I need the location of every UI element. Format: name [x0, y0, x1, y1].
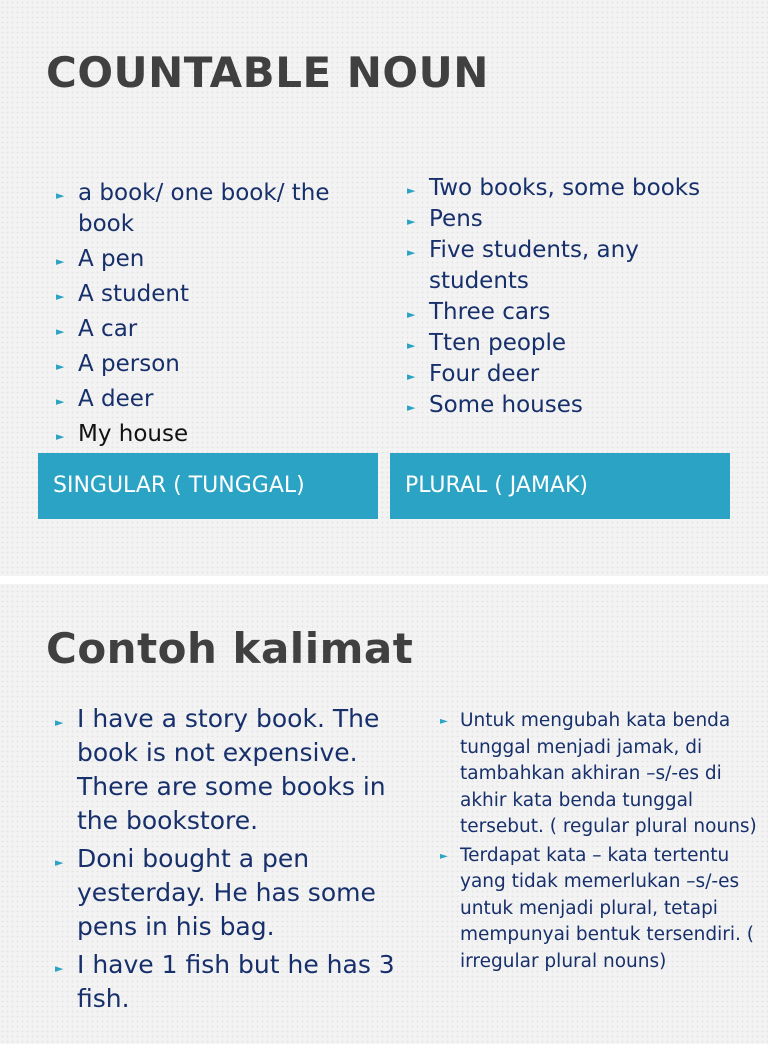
arrow-bullet-icon: ► — [407, 370, 416, 383]
arrow-bullet-icon: ► — [56, 255, 65, 268]
list-item: ► A student — [56, 279, 376, 310]
arrow-bullet-icon: ► — [56, 360, 65, 373]
explanation-list — [440, 708, 762, 977]
arrow-bullet-icon: ► — [407, 308, 416, 321]
slide-title: Contoh kalimat — [46, 624, 414, 673]
arrow-bullet-icon: ► — [56, 430, 65, 443]
list-item: ► Five students, any students — [407, 237, 639, 294]
list-item: ► A car — [56, 314, 376, 345]
list-item: ► I have a story book. The book is not expensive. There are some books in the bookstore. — [55, 704, 386, 835]
arrow-bullet-icon: ► — [56, 189, 65, 202]
arrow-bullet-icon: ► — [56, 290, 65, 303]
arrow-bullet-icon: ► — [55, 856, 64, 869]
arrow-bullet-icon: ► — [407, 215, 416, 228]
arrow-bullet-icon: ► — [55, 716, 64, 729]
plural-list — [407, 173, 737, 421]
singular-list — [56, 178, 376, 454]
arrow-bullet-icon: ► — [440, 716, 448, 727]
list-item: ► Doni bought a pen yesterday. He has some pens in his bag. — [55, 844, 376, 941]
list-item: ► a book/ one book/ the book — [56, 180, 330, 237]
list-item: ► My house — [56, 419, 376, 450]
arrow-bullet-icon: ► — [440, 850, 448, 862]
singular-label-box: SINGULAR ( TUNGGAL) — [38, 453, 378, 519]
arrow-bullet-icon: ► — [55, 962, 64, 975]
list-item: ► Terdapat kata – kata tertentu yang tidak memerlukan –s/-es untuk menjadi plural, tetapi mempunyai bentuk tersendiri. ( irregular plural nouns) — [440, 844, 754, 972]
list-item: ► Two books, some books — [407, 173, 737, 204]
arrow-bullet-icon: ► — [56, 395, 65, 408]
arrow-bullet-icon: ► — [56, 325, 65, 338]
list-item: ► Three cars — [407, 297, 737, 328]
example-sentences-list — [55, 702, 395, 1020]
list-item: ► A deer — [56, 384, 376, 415]
slide-contoh-kalimat — [0, 584, 768, 1044]
list-item: ► A pen — [56, 244, 376, 275]
list-item: ► Tten people — [407, 328, 737, 359]
list-item: ► Untuk mengubah kata benda tunggal menjadi jamak, di tambahkan akhiran –s/-es di akhir kata benda tunggal tersebut. ( regular plural nouns) — [440, 710, 757, 837]
list-item: ► Pens — [407, 204, 737, 235]
arrow-bullet-icon: ► — [407, 246, 416, 259]
arrow-bullet-icon: ► — [407, 339, 416, 352]
list-item: ► I have 1 fish but he has 3 fish. — [55, 950, 395, 1013]
arrow-bullet-icon: ► — [407, 184, 416, 197]
list-item: ► A person — [56, 349, 376, 380]
arrow-bullet-icon: ► — [407, 401, 416, 414]
slide-title: COUNTABLE NOUN — [46, 48, 489, 97]
list-item: ► Four deer — [407, 359, 737, 390]
list-item: ► Some houses — [407, 390, 737, 421]
plural-label-box: PLURAL ( JAMAK) — [390, 453, 730, 519]
